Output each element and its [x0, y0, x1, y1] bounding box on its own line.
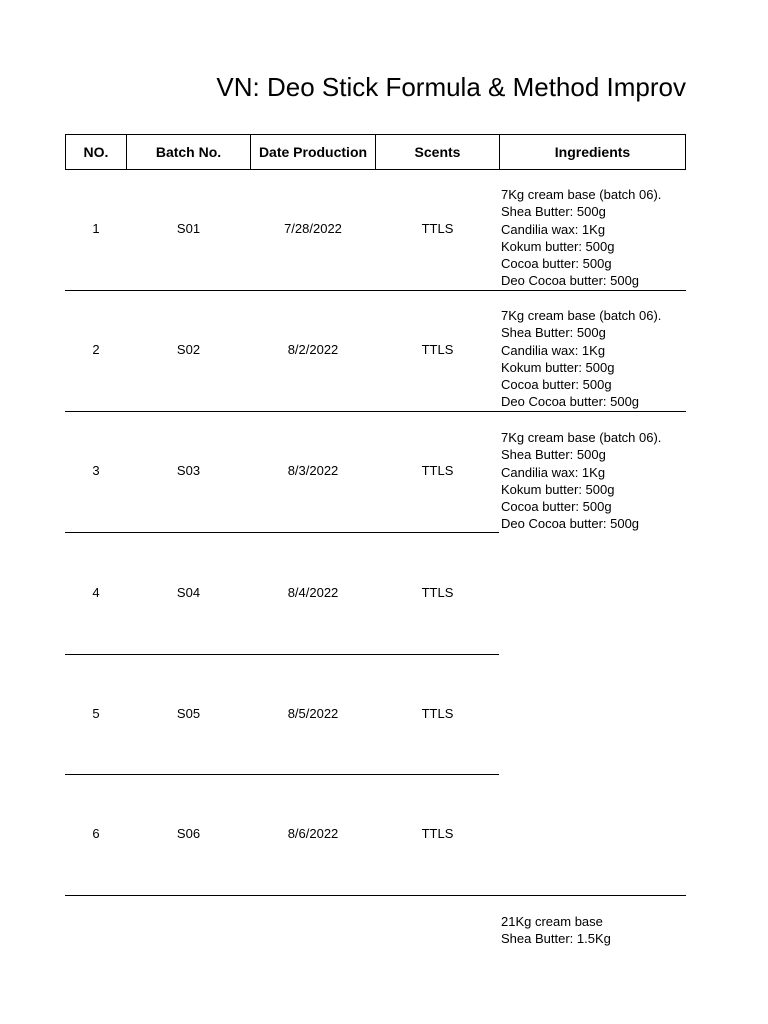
row-3-no: 3: [92, 463, 100, 478]
row-6-batch: S06: [176, 826, 201, 841]
row-divider: [65, 290, 686, 291]
row-6-scent: TTLS: [421, 826, 454, 841]
row-divider: [65, 774, 499, 775]
row-5-batch: S05: [176, 706, 201, 721]
row-1-ingredients: [501, 186, 661, 290]
row-3-batch: S03: [176, 463, 201, 478]
row-1-scent: TTLS: [421, 221, 454, 236]
ingredient-line: Shea Butter: 500g: [501, 204, 606, 220]
row-5-scent: TTLS: [421, 706, 454, 721]
page-title: VN: Deo Stick Formula & Method Improv: [216, 72, 686, 102]
row-4-scent: TTLS: [421, 585, 454, 600]
row-5-date: 8/5/2022: [287, 706, 339, 721]
ingredient-line: Cocoa butter: 500g: [501, 377, 612, 393]
row-divider: [65, 411, 686, 412]
ingredient-line: Kokum butter: 500g: [501, 238, 615, 254]
row-2-no: 2: [92, 342, 100, 357]
ingredient-line: Cocoa butter: 500g: [501, 499, 612, 515]
ingredient-line: Kokum butter: 500g: [501, 481, 615, 497]
row-2-ingredients: [501, 307, 661, 411]
ingredient-line: Cocoa butter: 500g: [501, 256, 612, 272]
footer-ingredients: [501, 913, 611, 948]
row-3-scent: TTLS: [421, 463, 454, 478]
ingredient-line: 7Kg cream base (batch 06).: [501, 308, 662, 323]
row-divider: [65, 654, 499, 655]
header-scents: Scents: [375, 134, 500, 170]
ingredient-line: 21Kg cream base: [501, 914, 603, 929]
row-6-no: 6: [92, 826, 100, 841]
row-1-batch: S01: [176, 221, 201, 236]
row-4-date: 8/4/2022: [287, 585, 339, 600]
ingredient-line: Deo Cocoa butter: 500g: [501, 394, 640, 410]
header-ingredients: Ingredients: [499, 134, 686, 170]
ingredient-line: Candilia wax: 1Kg: [501, 342, 606, 358]
row-1-no: 1: [92, 221, 100, 236]
ingredient-line: Shea Butter: 1.5Kg: [501, 931, 611, 947]
row-6-date: 8/6/2022: [287, 826, 339, 841]
row-2-date: 8/2/2022: [287, 342, 339, 357]
header-batch-no: Batch No.: [126, 134, 251, 170]
header-date-production: Date Production: [250, 134, 376, 170]
ingredient-line: Candilia wax: 1Kg: [501, 221, 606, 237]
row-divider: [65, 532, 499, 533]
header-no: NO.: [65, 134, 127, 170]
row-2-scent: TTLS: [421, 342, 454, 357]
row-5-no: 5: [92, 706, 100, 721]
ingredient-line: Kokum butter: 500g: [501, 359, 615, 375]
row-4-no: 4: [92, 585, 100, 600]
ingredient-line: 7Kg cream base (batch 06).: [501, 430, 662, 445]
row-3-date: 8/3/2022: [287, 463, 339, 478]
ingredient-line: Candilia wax: 1Kg: [501, 464, 606, 480]
ingredient-line: Shea Butter: 500g: [501, 447, 606, 463]
ingredient-line: Shea Butter: 500g: [501, 325, 606, 341]
row-3-ingredients: [501, 429, 661, 533]
ingredient-line: Deo Cocoa butter: 500g: [501, 516, 640, 532]
row-1-date: 7/28/2022: [284, 221, 342, 236]
ingredient-line: 7Kg cream base (batch 06).: [501, 187, 662, 202]
row-4-batch: S04: [176, 585, 201, 600]
ingredient-line: Deo Cocoa butter: 500g: [501, 273, 640, 289]
row-divider: [65, 895, 686, 896]
row-2-batch: S02: [176, 342, 201, 357]
